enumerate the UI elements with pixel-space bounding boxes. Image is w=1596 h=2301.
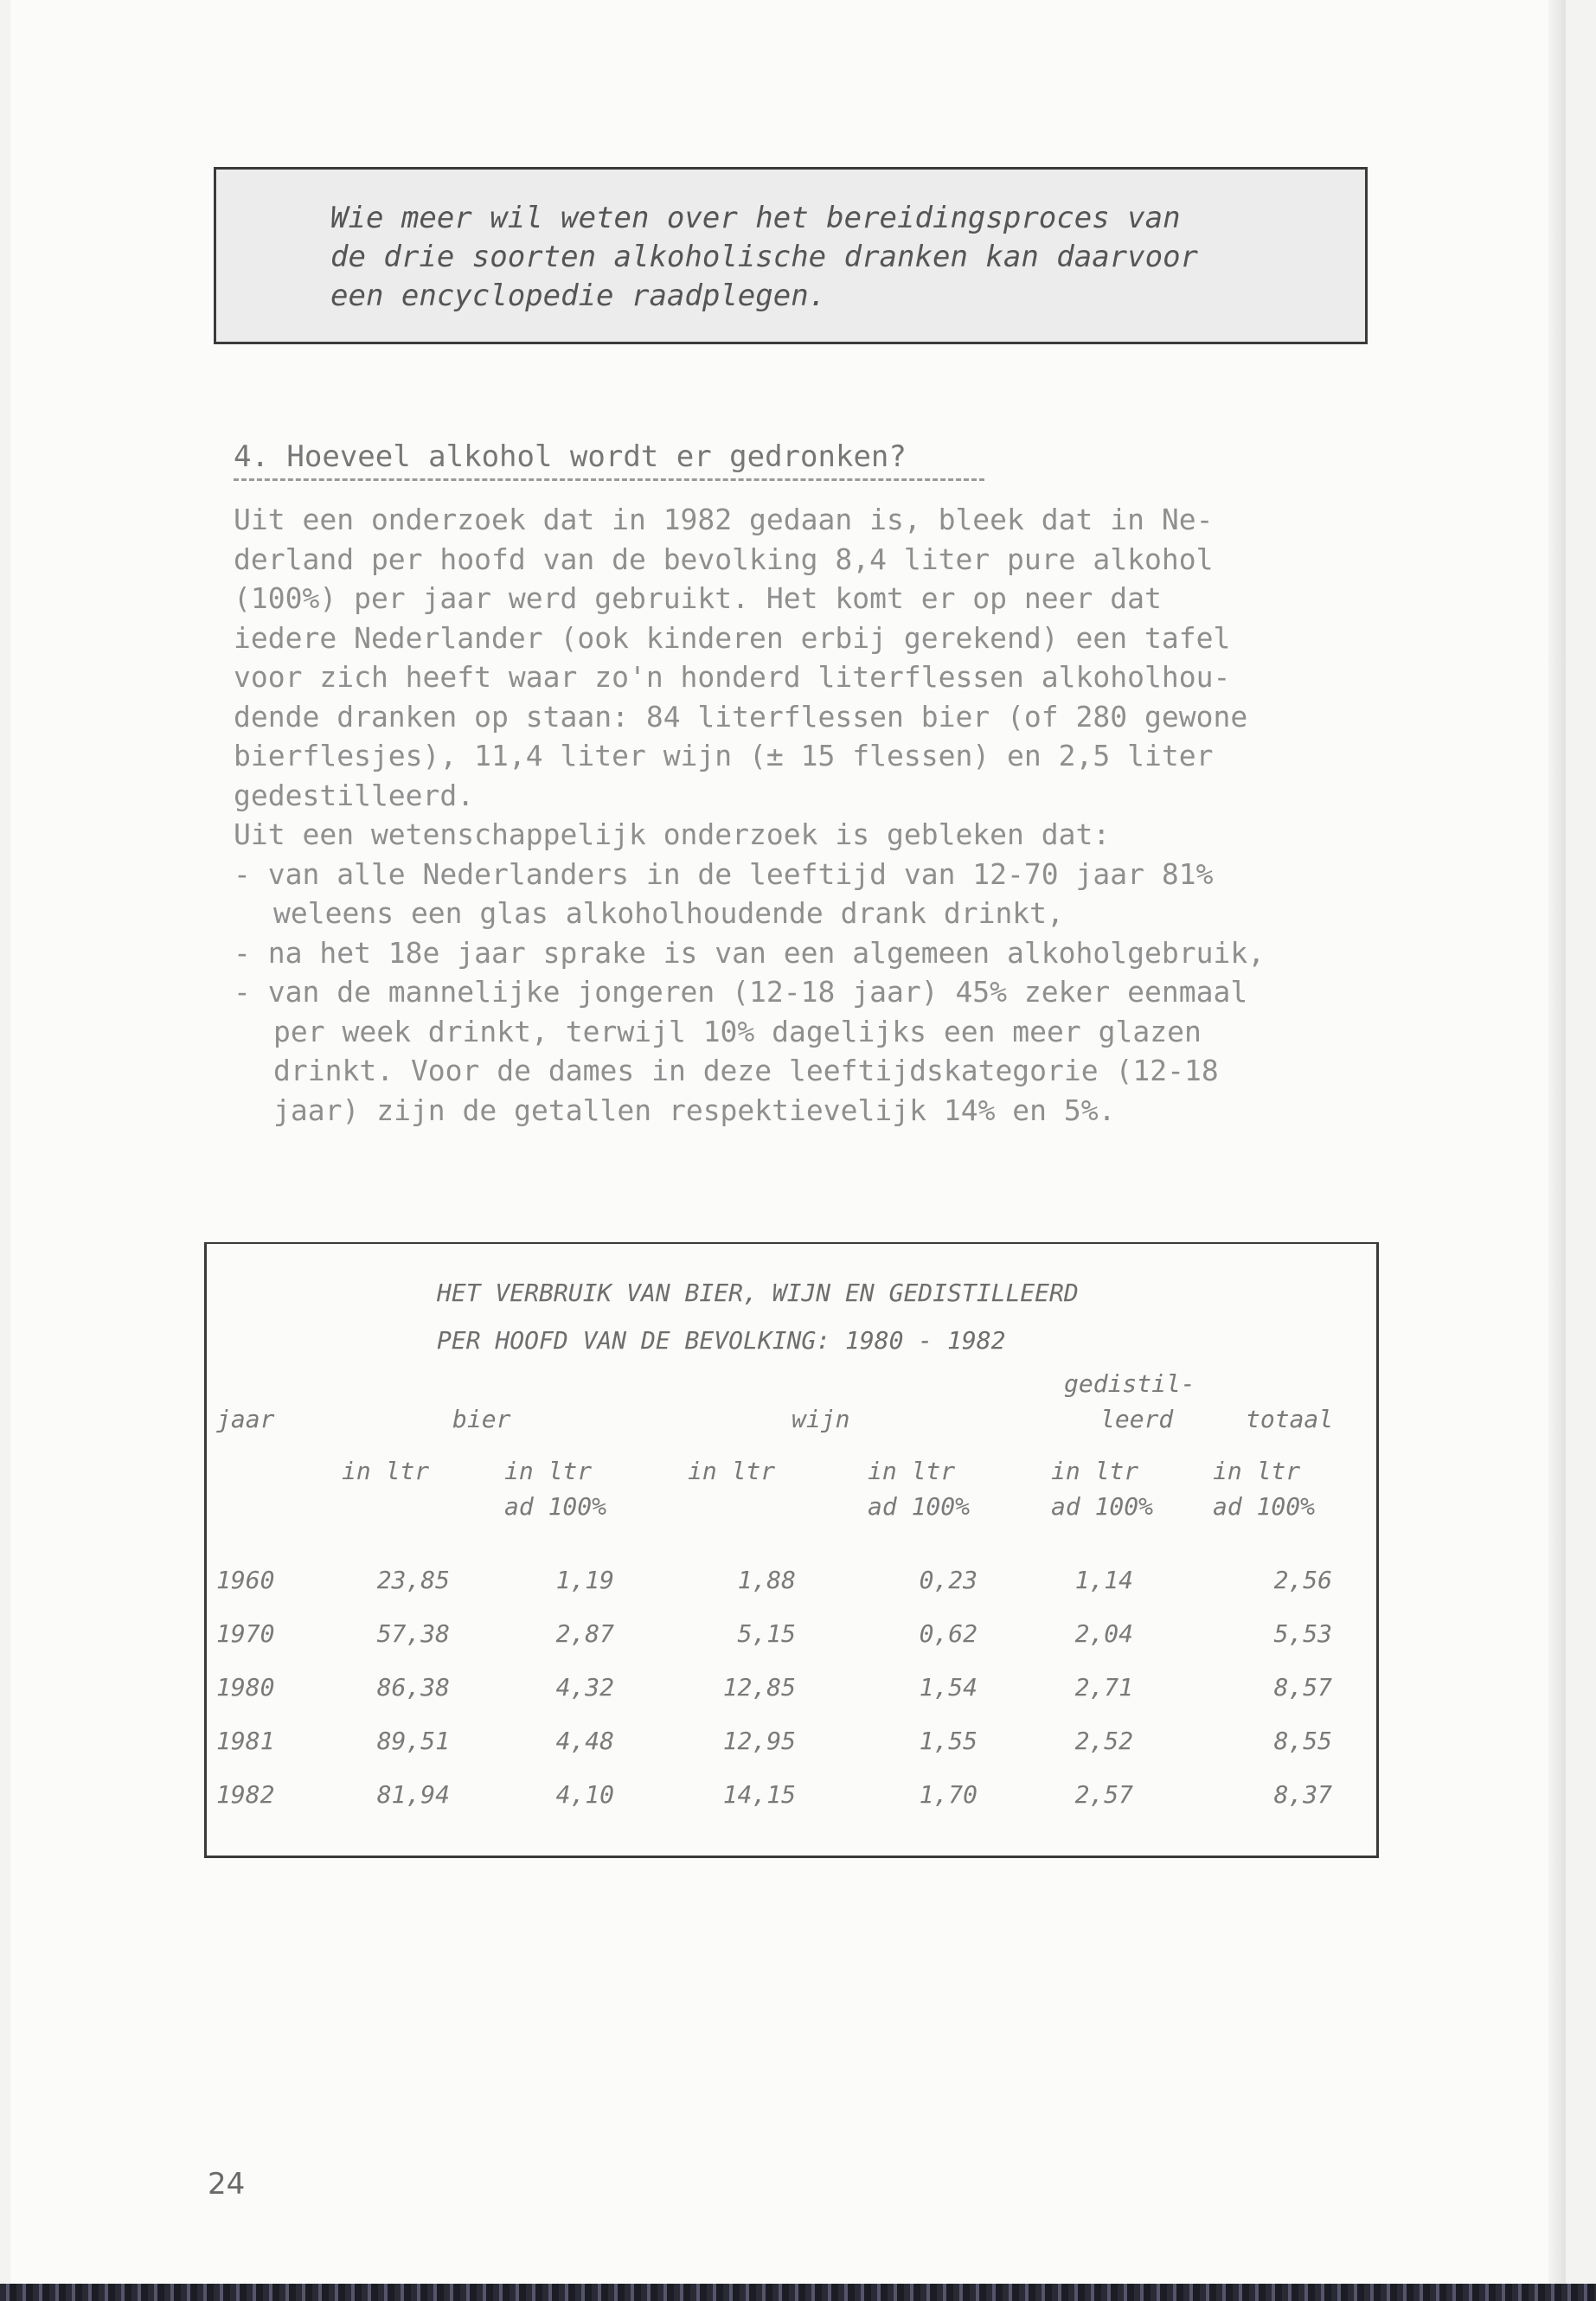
paragraph-line: Uit een wetenschappelijk onderzoek is gebleken dat: bbox=[234, 817, 1111, 851]
cell-wijn-100: 0,23 bbox=[919, 1566, 977, 1594]
subheader-wijn100-ad: ad 100% bbox=[868, 1492, 971, 1521]
cell-gedist-100: 1,14 bbox=[1074, 1566, 1133, 1594]
cell-gedist-100: 2,04 bbox=[1074, 1619, 1133, 1648]
subheader-totaal-ltr: in ltr bbox=[1213, 1457, 1301, 1485]
cell-bier-ltr: 57,38 bbox=[376, 1619, 450, 1648]
subheader-bier100-ad: ad 100% bbox=[504, 1492, 607, 1521]
cell-bier-ltr: 81,94 bbox=[376, 1780, 450, 1809]
cell-year: 1982 bbox=[216, 1780, 275, 1809]
paragraph-line: gedestilleerd. bbox=[234, 778, 475, 812]
note-line: Wie meer wil weten over het bereidingsproces van bbox=[330, 201, 1181, 235]
cell-bier-ltr: 86,38 bbox=[376, 1673, 450, 1702]
cell-wijn-100: 1,70 bbox=[919, 1780, 977, 1809]
heading-underline bbox=[234, 478, 984, 481]
subheader-bier100-ltr: in ltr bbox=[504, 1457, 593, 1485]
cell-year: 1970 bbox=[216, 1619, 275, 1648]
header-totaal: totaal bbox=[1246, 1405, 1334, 1433]
cell-totaal-100: 8,57 bbox=[1273, 1673, 1332, 1702]
cell-bier-100: 1,19 bbox=[555, 1566, 614, 1594]
note-line: de drie soorten alkoholische dranken kan daarvoor bbox=[330, 240, 1199, 274]
paragraph-line: iedere Nederlander (ook kinderen erbij gerekend) een tafel bbox=[234, 620, 1231, 655]
cell-totaal-100: 8,55 bbox=[1273, 1727, 1332, 1755]
paragraph-line: (100%) per jaar werd gebruikt. Het komt er op neer dat bbox=[234, 581, 1162, 615]
bullet-line: - van de mannelijke jongeren (12-18 jaar) 45% zeker eenmaal bbox=[234, 975, 1248, 1009]
header-wijn: wijn bbox=[792, 1405, 850, 1433]
cell-totaal-100: 2,56 bbox=[1273, 1566, 1332, 1594]
cell-wijn-ltr: 1,88 bbox=[737, 1566, 796, 1594]
table-title: HET VERBRUIK VAN BIER, WIJN EN GEDISTILLEERD bbox=[437, 1279, 1079, 1307]
header-bier: bier bbox=[452, 1405, 511, 1433]
paragraph-line: bierflesjes), 11,4 liter wijn (± 15 flessen) en 2,5 liter bbox=[234, 739, 1214, 772]
paragraph-line: derland per hoofd van de bevolking 8,4 liter pure alkohol bbox=[234, 542, 1214, 576]
cell-wijn-100: 0,62 bbox=[919, 1619, 977, 1648]
cell-year: 1981 bbox=[216, 1727, 275, 1755]
subheader-gedist-ad: ad 100% bbox=[1051, 1492, 1154, 1521]
cell-bier-100: 2,87 bbox=[555, 1619, 614, 1648]
scan-edge bbox=[0, 2284, 1596, 2301]
cell-bier-ltr: 89,51 bbox=[376, 1727, 450, 1755]
paragraph-line: voor zich heeft waar zo'n honderd literflessen alkoholhou- bbox=[234, 660, 1231, 694]
table-subtitle: PER HOOFD VAN DE BEVOLKING: 1980 - 1982 bbox=[437, 1326, 1006, 1355]
header-gedistilleerd-part2: leerd bbox=[1100, 1405, 1174, 1433]
cell-bier-100: 4,48 bbox=[555, 1727, 614, 1755]
subheader-totaal-ad: ad 100% bbox=[1213, 1492, 1316, 1521]
cell-year: 1980 bbox=[216, 1673, 275, 1702]
bullet-line: jaar) zijn de getallen respektievelijk 14% en 5%. bbox=[273, 1093, 1116, 1127]
cell-gedist-100: 2,71 bbox=[1074, 1673, 1133, 1702]
cell-totaal-100: 5,53 bbox=[1273, 1619, 1332, 1648]
cell-wijn-ltr: 14,15 bbox=[722, 1780, 796, 1809]
cell-bier-100: 4,10 bbox=[555, 1780, 614, 1809]
bullet-line: per week drinkt, terwijl 10% dagelijks een meer glazen bbox=[273, 1014, 1202, 1048]
subheader-gedist-ltr: in ltr bbox=[1051, 1457, 1139, 1485]
header-gedistilleerd-part1: gedistil- bbox=[1064, 1369, 1195, 1398]
bullet-line: - na het 18e jaar sprake is van een algemeen alkoholgebruik, bbox=[234, 935, 1266, 970]
paragraph-line: Uit een onderzoek dat in 1982 gedaan is, bleek dat in Ne- bbox=[234, 503, 1214, 536]
paragraph-line: dende dranken op staan: 84 literflessen bier (of 280 gewone bbox=[234, 699, 1248, 734]
cell-bier-100: 4,32 bbox=[555, 1673, 614, 1702]
cell-wijn-100: 1,54 bbox=[919, 1673, 977, 1702]
cell-totaal-100: 8,37 bbox=[1273, 1780, 1332, 1809]
cell-wijn-ltr: 5,15 bbox=[737, 1619, 796, 1648]
note-line: een encyclopedie raadplegen. bbox=[330, 279, 827, 313]
bullet-line: weleens een glas alkoholhoudende drank drinkt, bbox=[273, 896, 1064, 930]
cell-wijn-100: 1,55 bbox=[919, 1727, 977, 1755]
subheader-bier-ltr: in ltr bbox=[342, 1457, 430, 1485]
cell-gedist-100: 2,57 bbox=[1074, 1780, 1133, 1809]
cell-bier-ltr: 23,85 bbox=[376, 1566, 450, 1594]
cell-wijn-ltr: 12,95 bbox=[722, 1727, 796, 1755]
header-jaar: jaar bbox=[216, 1405, 275, 1433]
subheader-wijn100-ltr: in ltr bbox=[868, 1457, 956, 1485]
section-heading: 4. Hoeveel alkohol wordt er gedronken? bbox=[234, 439, 907, 474]
cell-wijn-ltr: 12,85 bbox=[722, 1673, 796, 1702]
cell-year: 1960 bbox=[216, 1566, 275, 1594]
page-edge-shadow bbox=[1548, 0, 1566, 2284]
body-text bbox=[234, 500, 1479, 1130]
subheader-wijn-ltr: in ltr bbox=[688, 1457, 776, 1485]
page-number: 24 bbox=[208, 2167, 246, 2202]
bullet-line: - van alle Nederlanders in de leeftijd van 12-70 jaar 81% bbox=[234, 856, 1214, 891]
bullet-line: drinkt. Voor de dames in deze leeftijdskategorie (12-18 bbox=[273, 1054, 1219, 1087]
cell-gedist-100: 2,52 bbox=[1074, 1727, 1133, 1755]
note-text bbox=[330, 199, 1351, 316]
